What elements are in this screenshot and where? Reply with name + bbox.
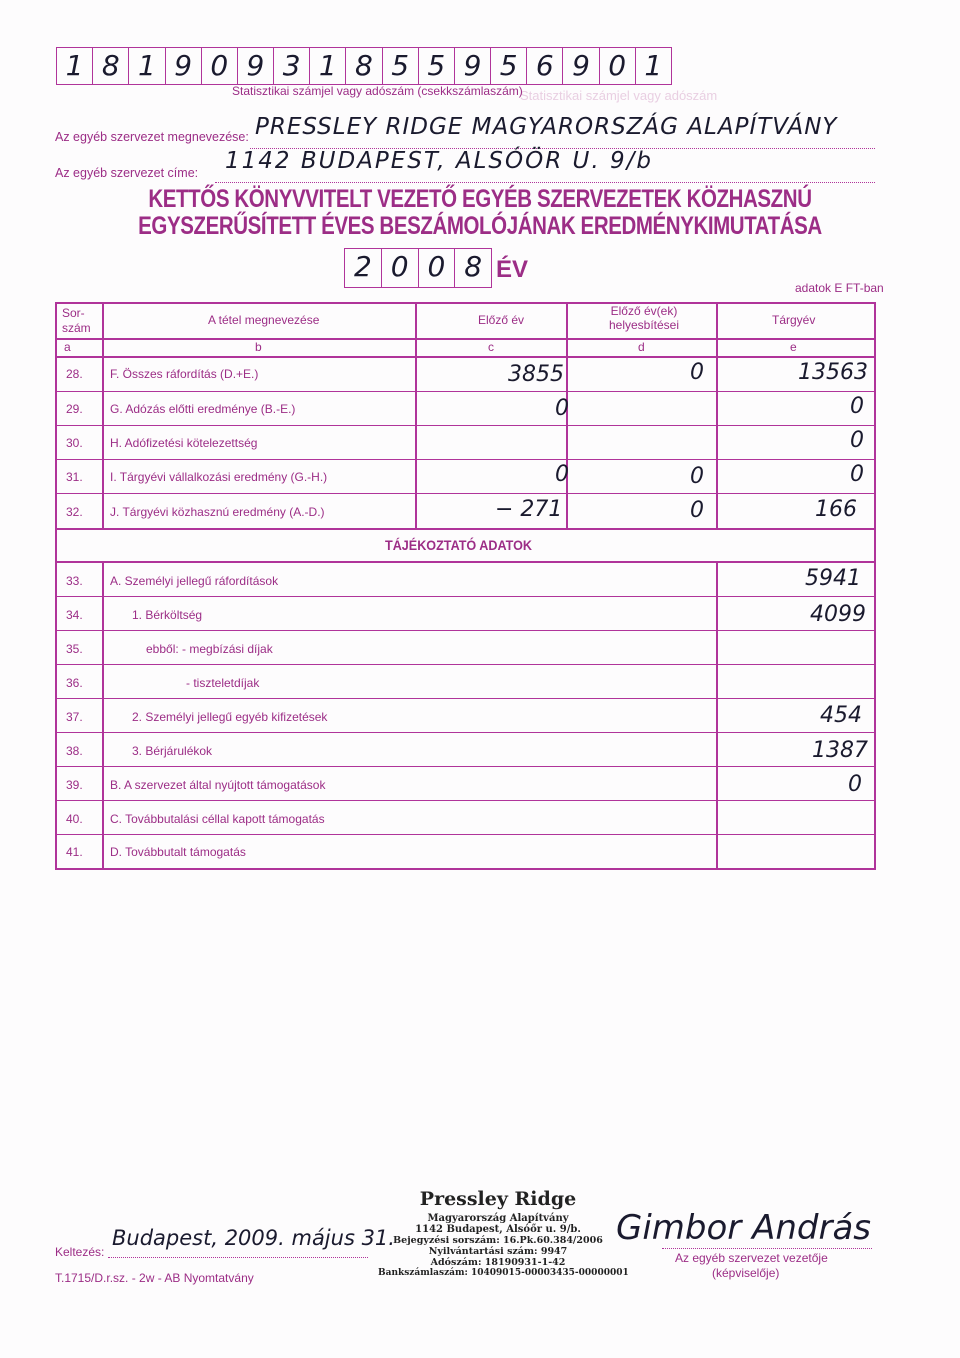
signature-underline [662,1248,872,1249]
row-label: H. Adófizetési kötelezettség [110,436,258,450]
year-suffix: ÉV [496,256,529,283]
letter-c: c [488,340,494,354]
unit-note: adatok E FT-ban [795,281,884,295]
info-row-sep [55,732,876,733]
info-title: TÁJÉKOZTATÓ ADATOK [385,537,532,553]
info-row-number: 35. [66,642,83,656]
stamp-line: Bejegyzési sorszám: 16.Pk.60.384/2006 [393,1235,603,1246]
tax-id-digit: 5 [491,48,527,84]
info-row-number: 37. [66,710,83,724]
tax-id-boxes [56,47,672,85]
row-sep [55,459,876,460]
tax-id-caption: Statisztikai számjel vagy adószám (csekkszámlaszám) [232,84,523,98]
info-row-label: 3. Bérjárulékok [132,744,213,758]
year-digit: 2 [345,249,382,287]
tax-id-digit: 1 [644,49,663,82]
table-border-bottom [55,868,876,870]
row-label: F. Összes ráfordítás (D.+E.) [110,367,259,381]
row-cur-value: 0 [850,428,864,453]
info-row-sep [55,630,876,631]
info-row-sep [55,834,876,835]
tax-id-digit: 1 [57,48,93,84]
info-row-number: 41. [66,845,83,859]
row-label: J. Tárgyévi közhasznú eredmény (A.-D.) [110,505,325,519]
signer-label-sub: (képviselője) [712,1266,780,1280]
org-address-label: Az egyéb szervezet címe: [55,166,199,180]
table-border-right [874,302,876,870]
tax-id-digit: 8 [346,48,382,84]
stamp-line: Magyarország Alapítvány [427,1213,569,1224]
info-row-value: 1387 [812,738,868,763]
info-row-number: 36. [66,676,83,690]
info-row-number: 38. [66,744,83,758]
info-col-sep-e [716,562,718,868]
signature: Gimbor András [616,1208,871,1248]
info-row-value: 454 [820,703,862,728]
year-digit: 0 [382,249,419,287]
org-name-label: Az egyéb szervezet megnevezése: [55,130,249,144]
tax-id-digit: 3 [274,48,310,84]
form-code: T.1715/D.r.sz. - 2w - AB Nyomtatvány [55,1271,254,1285]
info-row-number: 39. [66,778,83,792]
header-bottom [55,338,876,340]
row-number: 29. [66,402,83,416]
info-row-label: A. Személyi jellegű ráfordítások [110,574,279,588]
info-row-label: B. A szervezet által nyújtott támogatások [110,778,326,792]
header-current-year: Tárgyév [772,313,816,327]
info-row-number: 34. [66,608,83,622]
info-row-value: 0 [848,772,862,797]
tax-id-digit: 9 [563,48,599,84]
row-prev-value: 0 [555,396,569,421]
col-sep-b [415,302,417,529]
row-number: 28. [66,367,83,381]
tax-id-digit: 6 [527,48,563,84]
row-label: G. Adózás előtti eredménye (B.-E.) [110,402,296,416]
row-corr-value: 0 [690,360,704,385]
report-title-line1: KETTŐS KÖNYVVITELT VEZETŐ EGYÉB SZERVEZETEK KÖZHASZNÚ [148,185,812,213]
col-sep-d [716,302,718,529]
issued-label: Keltezés: [55,1245,105,1259]
issued-underline [108,1257,368,1258]
tax-id-digit: 1 [129,48,165,84]
info-row-label: - tiszteletdíjak [186,676,260,690]
info-row-sep [55,766,876,767]
row-cur-value: 0 [850,462,864,487]
stamp-line: Nyilvántartási szám: 9947 [428,1246,568,1257]
stamp-line: Bankszámlaszám: 10409015-00003435-00000001 [378,1268,629,1278]
tax-id-digit: 8 [93,48,129,84]
org-address-value: 1142 BUDAPEST, ALSÓÖR U. 9/b [225,148,653,174]
row-sep [55,425,876,426]
row-sep [55,528,876,530]
info-row-sep [55,698,876,699]
header-prev-year: Előző év [478,313,525,327]
letter-e: e [790,340,797,354]
letter-b: b [255,340,262,354]
row-cur-value: 0 [850,394,864,419]
stamp-line: 1142 Budapest, Alsóőr u. 9/b. [415,1224,581,1235]
info-col-sep-a [102,562,104,868]
row-corr-value: 0 [690,498,704,523]
row-number: 30. [66,436,83,450]
info-row-label: ebből: - megbízási díjak [146,642,273,656]
row-sep [55,493,876,494]
letter-d: d [638,340,645,354]
info-row-value: 4099 [810,602,866,627]
header-corrections: Előző év(ek) helyesbítései [608,304,680,332]
issued-value: Budapest, 2009. május 31. [112,1226,395,1250]
organisation-stamp [378,1188,629,1278]
info-row-sep [55,596,876,597]
tax-id-digit: 5 [419,48,455,84]
letter-row-bottom [55,356,876,358]
table-border-left [55,302,57,870]
letter-a: a [64,340,71,354]
info-row-label: D. Továbbutalt támogatás [110,845,246,859]
table-border-top [55,302,876,304]
org-name-value: PRESSLEY RIDGE MAGYARORSZÁG ALAPÍTVÁNY [255,114,838,140]
row-number: 32. [66,505,83,519]
info-row-number: 40. [66,812,83,826]
col-sep-a [102,302,104,529]
info-row-number: 33. [66,574,83,588]
header-row-number: Sor- szám [62,306,91,335]
org-address-underline [215,182,875,183]
info-row-label: 1. Bérköltség [132,608,203,622]
row-number: 31. [66,470,83,484]
info-row-value: 5941 [805,566,861,591]
year-boxes [344,248,492,288]
bleed-through-text: Statisztikai számjel vagy adószám [520,88,718,103]
signer-label: Az egyéb szervezet vezetője [675,1251,828,1265]
tax-id-digit: 1 [310,48,346,84]
header-item-name: A tétel megnevezése [208,313,320,327]
info-row-sep [55,800,876,801]
tax-id-digit: 9 [238,48,274,84]
year-digit: 0 [419,249,456,287]
row-label: I. Tárgyévi vállalkozási eredmény (G.-H.) [110,470,328,484]
tax-id-digit: 0 [600,48,636,84]
stamp-line: Adószám: 18190931-1-42 [430,1257,566,1268]
row-prev-value: − 271 [495,497,563,522]
row-cur-value: 166 [815,497,857,522]
stamp-name: Pressley Ridge [419,1188,577,1210]
tax-id-digit: 9 [166,48,202,84]
row-sep [55,391,876,392]
row-corr-value: 0 [690,464,704,489]
tax-id-digit: 5 [383,48,419,84]
row-cur-value: 13563 [798,360,868,385]
row-prev-value: 0 [555,462,569,487]
tax-id-digit: 0 [202,48,238,84]
tax-id-digit: 9 [455,48,491,84]
report-title-line2: EGYSZERŰSÍTETT ÉVES BESZÁMOLÓJÁNAK EREDMÉNYKIMUTATÁSA [138,212,822,240]
row-prev-value: 3855 [508,362,564,387]
info-title-bottom [55,561,876,563]
info-row-label: C. Továbbutalási céllal kapott támogatás [110,812,325,826]
info-row-label: 2. Személyi jellegű egyéb kifizetések [132,710,328,724]
info-row-sep [55,664,876,665]
year-digit: 8 [464,250,483,283]
